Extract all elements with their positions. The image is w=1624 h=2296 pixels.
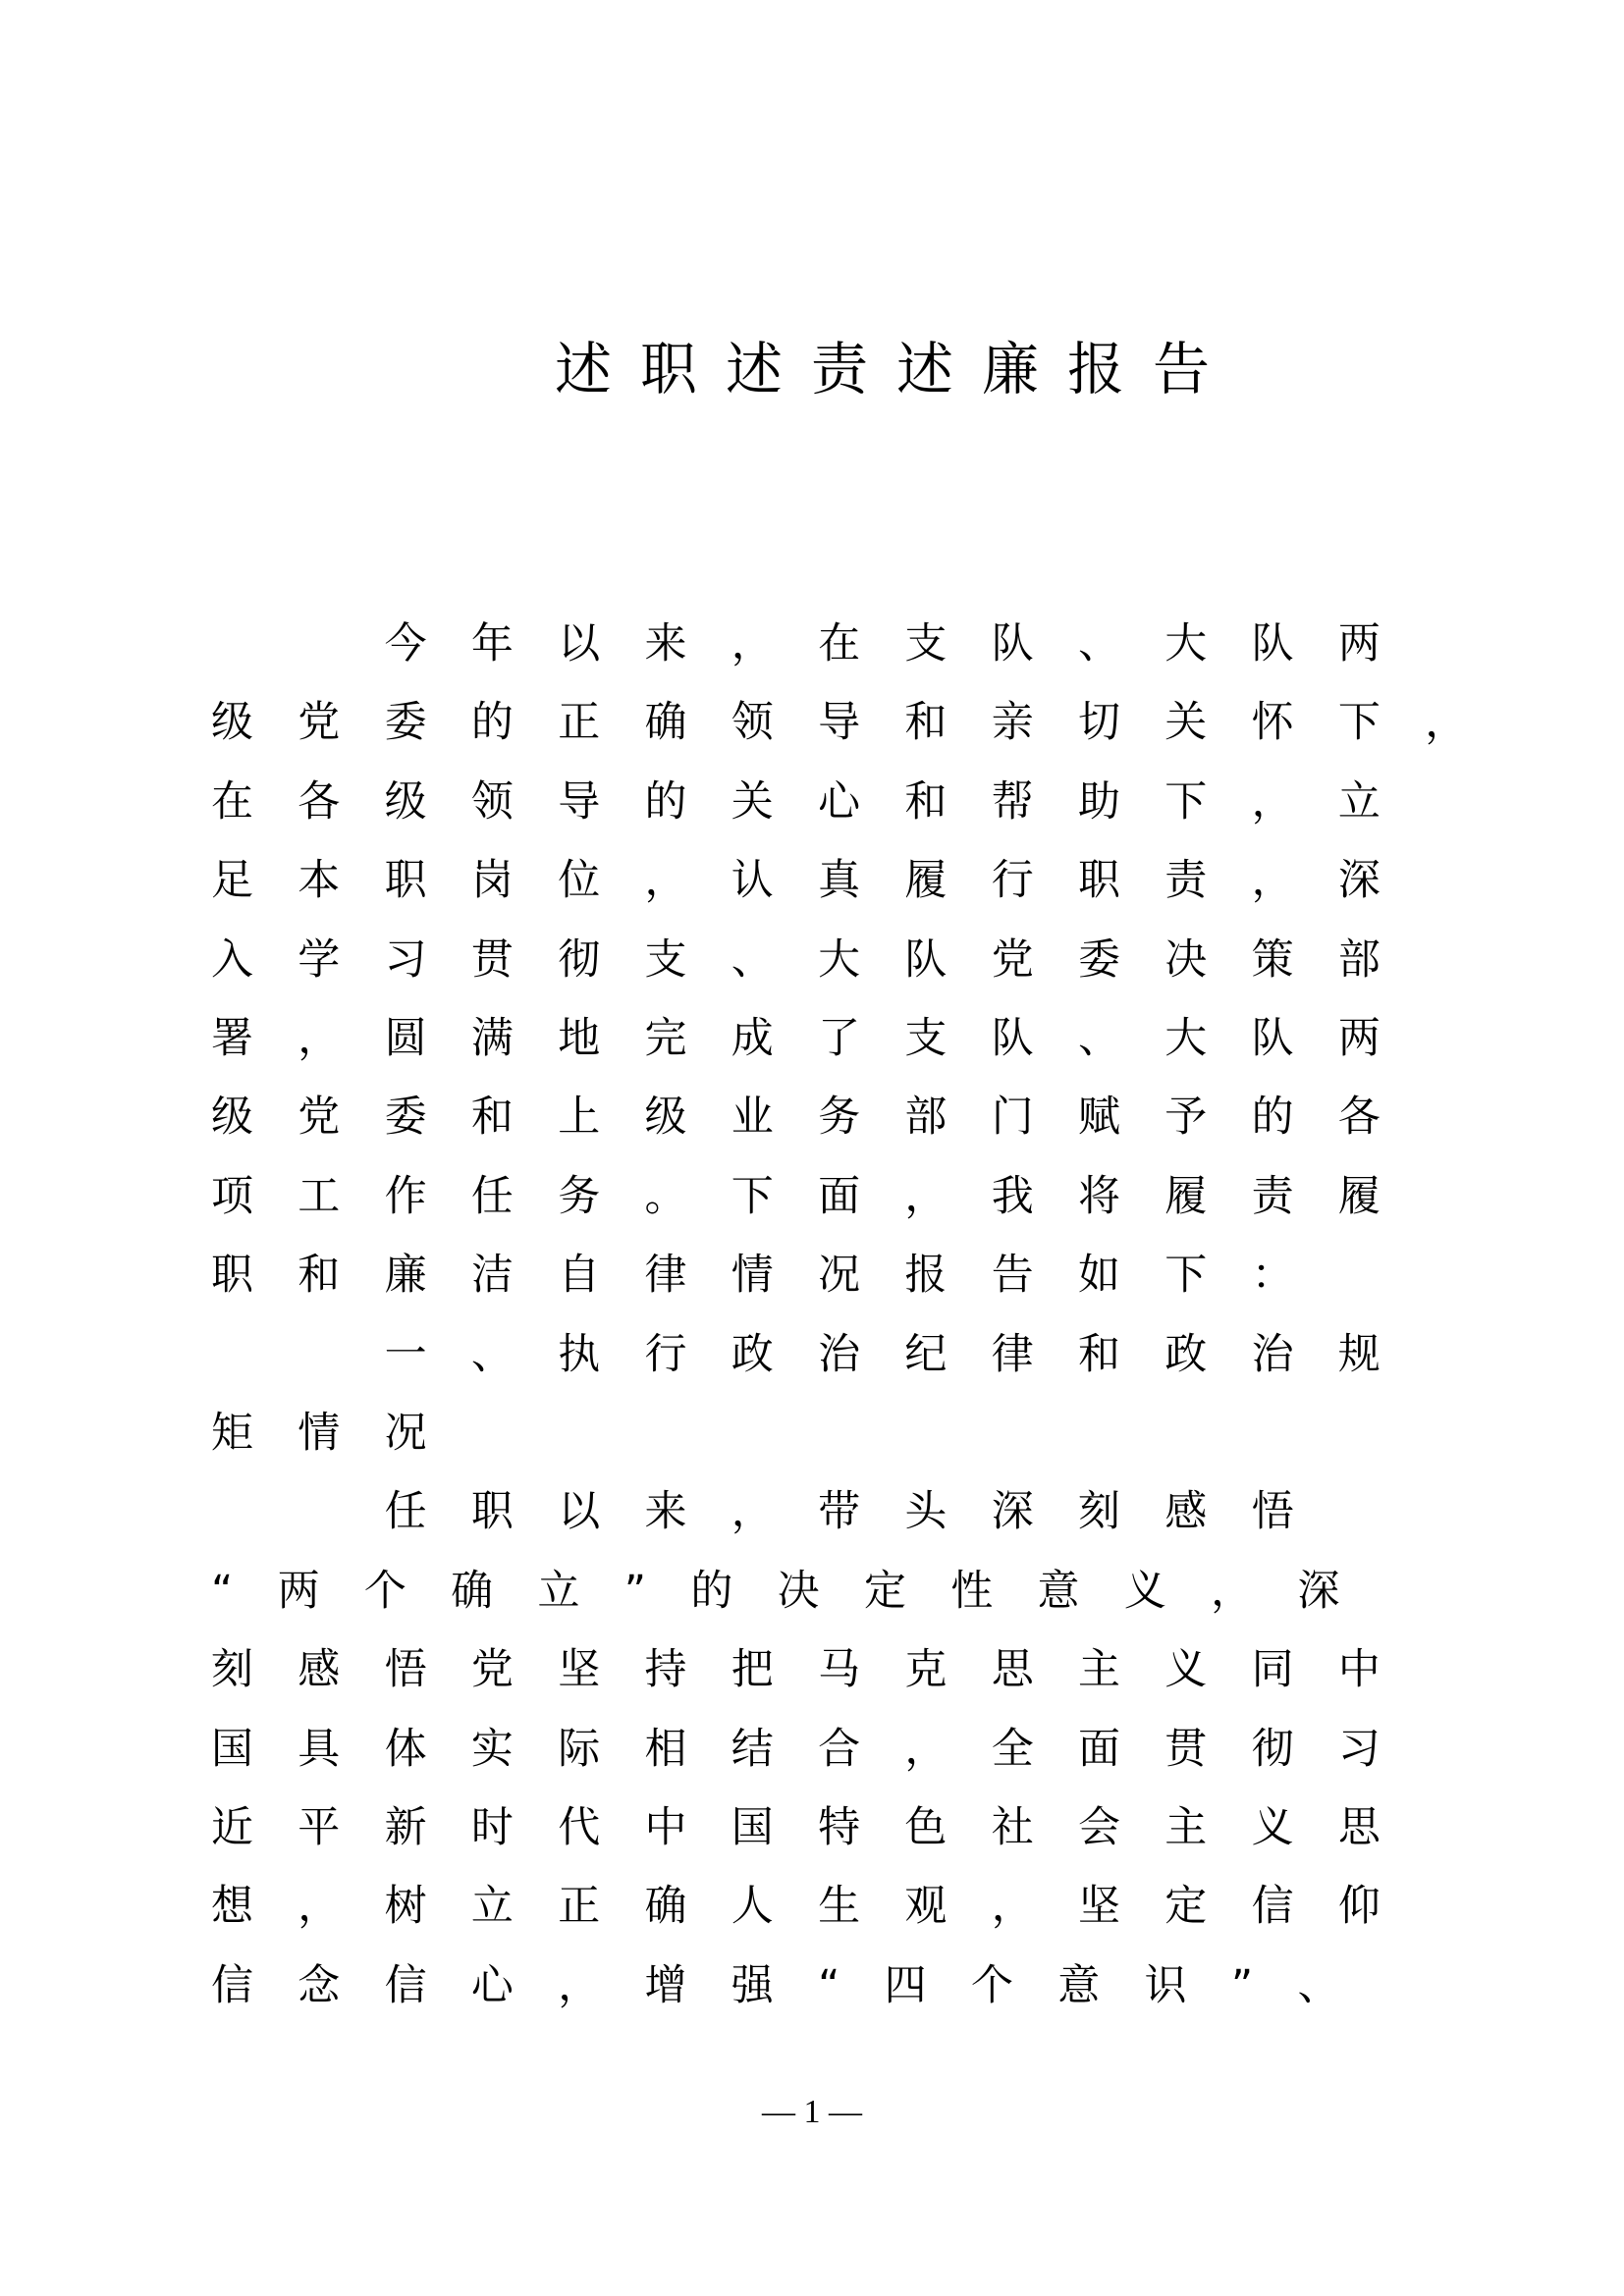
document-title: 述职述责述廉报告 [555,336,1239,402]
paragraph-line: 署，圆满地完成了支队、大队两 [211,1014,1426,1063]
paragraph-line: 在各级领导的关心和帮助下，立 [211,777,1426,827]
paragraph-line: 级党委和上级业务部门赋予的各 [211,1093,1426,1142]
section-heading-line: 一、执行政治纪律和政治规 [211,1330,1426,1379]
page-number: — 1 — [762,2094,862,2130]
paragraph-line: 想，树立正确人生观，坚定信仰 [211,1882,1426,1931]
paragraph-line: 信念信心，增强“四个意识”、 [211,1961,1384,2010]
paragraph-line: 足本职岗位，认真履行职责，深 [211,856,1426,905]
paragraph-line: 职和廉洁自律情况报告如下： [211,1251,1338,1300]
paragraph-line: 近平新时代中国特色社会主义思 [211,1803,1426,1852]
paragraph-line: 入学习贯彻支、大队党委决策部 [211,935,1426,985]
paragraph-line: 任职以来，带头深刻感悟 [211,1487,1338,1536]
paragraph-line: 刻感悟党坚持把马克思主义同中 [211,1645,1426,1694]
paragraph-line: 国具体实际相结合，全面贯彻习 [211,1725,1426,1774]
paragraph-line: 项工作任务。下面，我将履责履 [211,1172,1426,1221]
paragraph-line: “两个确立”的决定性意义，深 [211,1567,1384,1616]
paragraph-line: 今年以来，在支队、大队两 [211,619,1426,668]
section-heading-line: 矩情况 [211,1409,471,1458]
paragraph-line: 级党委的正确领导和亲切关怀下， [211,698,1512,747]
